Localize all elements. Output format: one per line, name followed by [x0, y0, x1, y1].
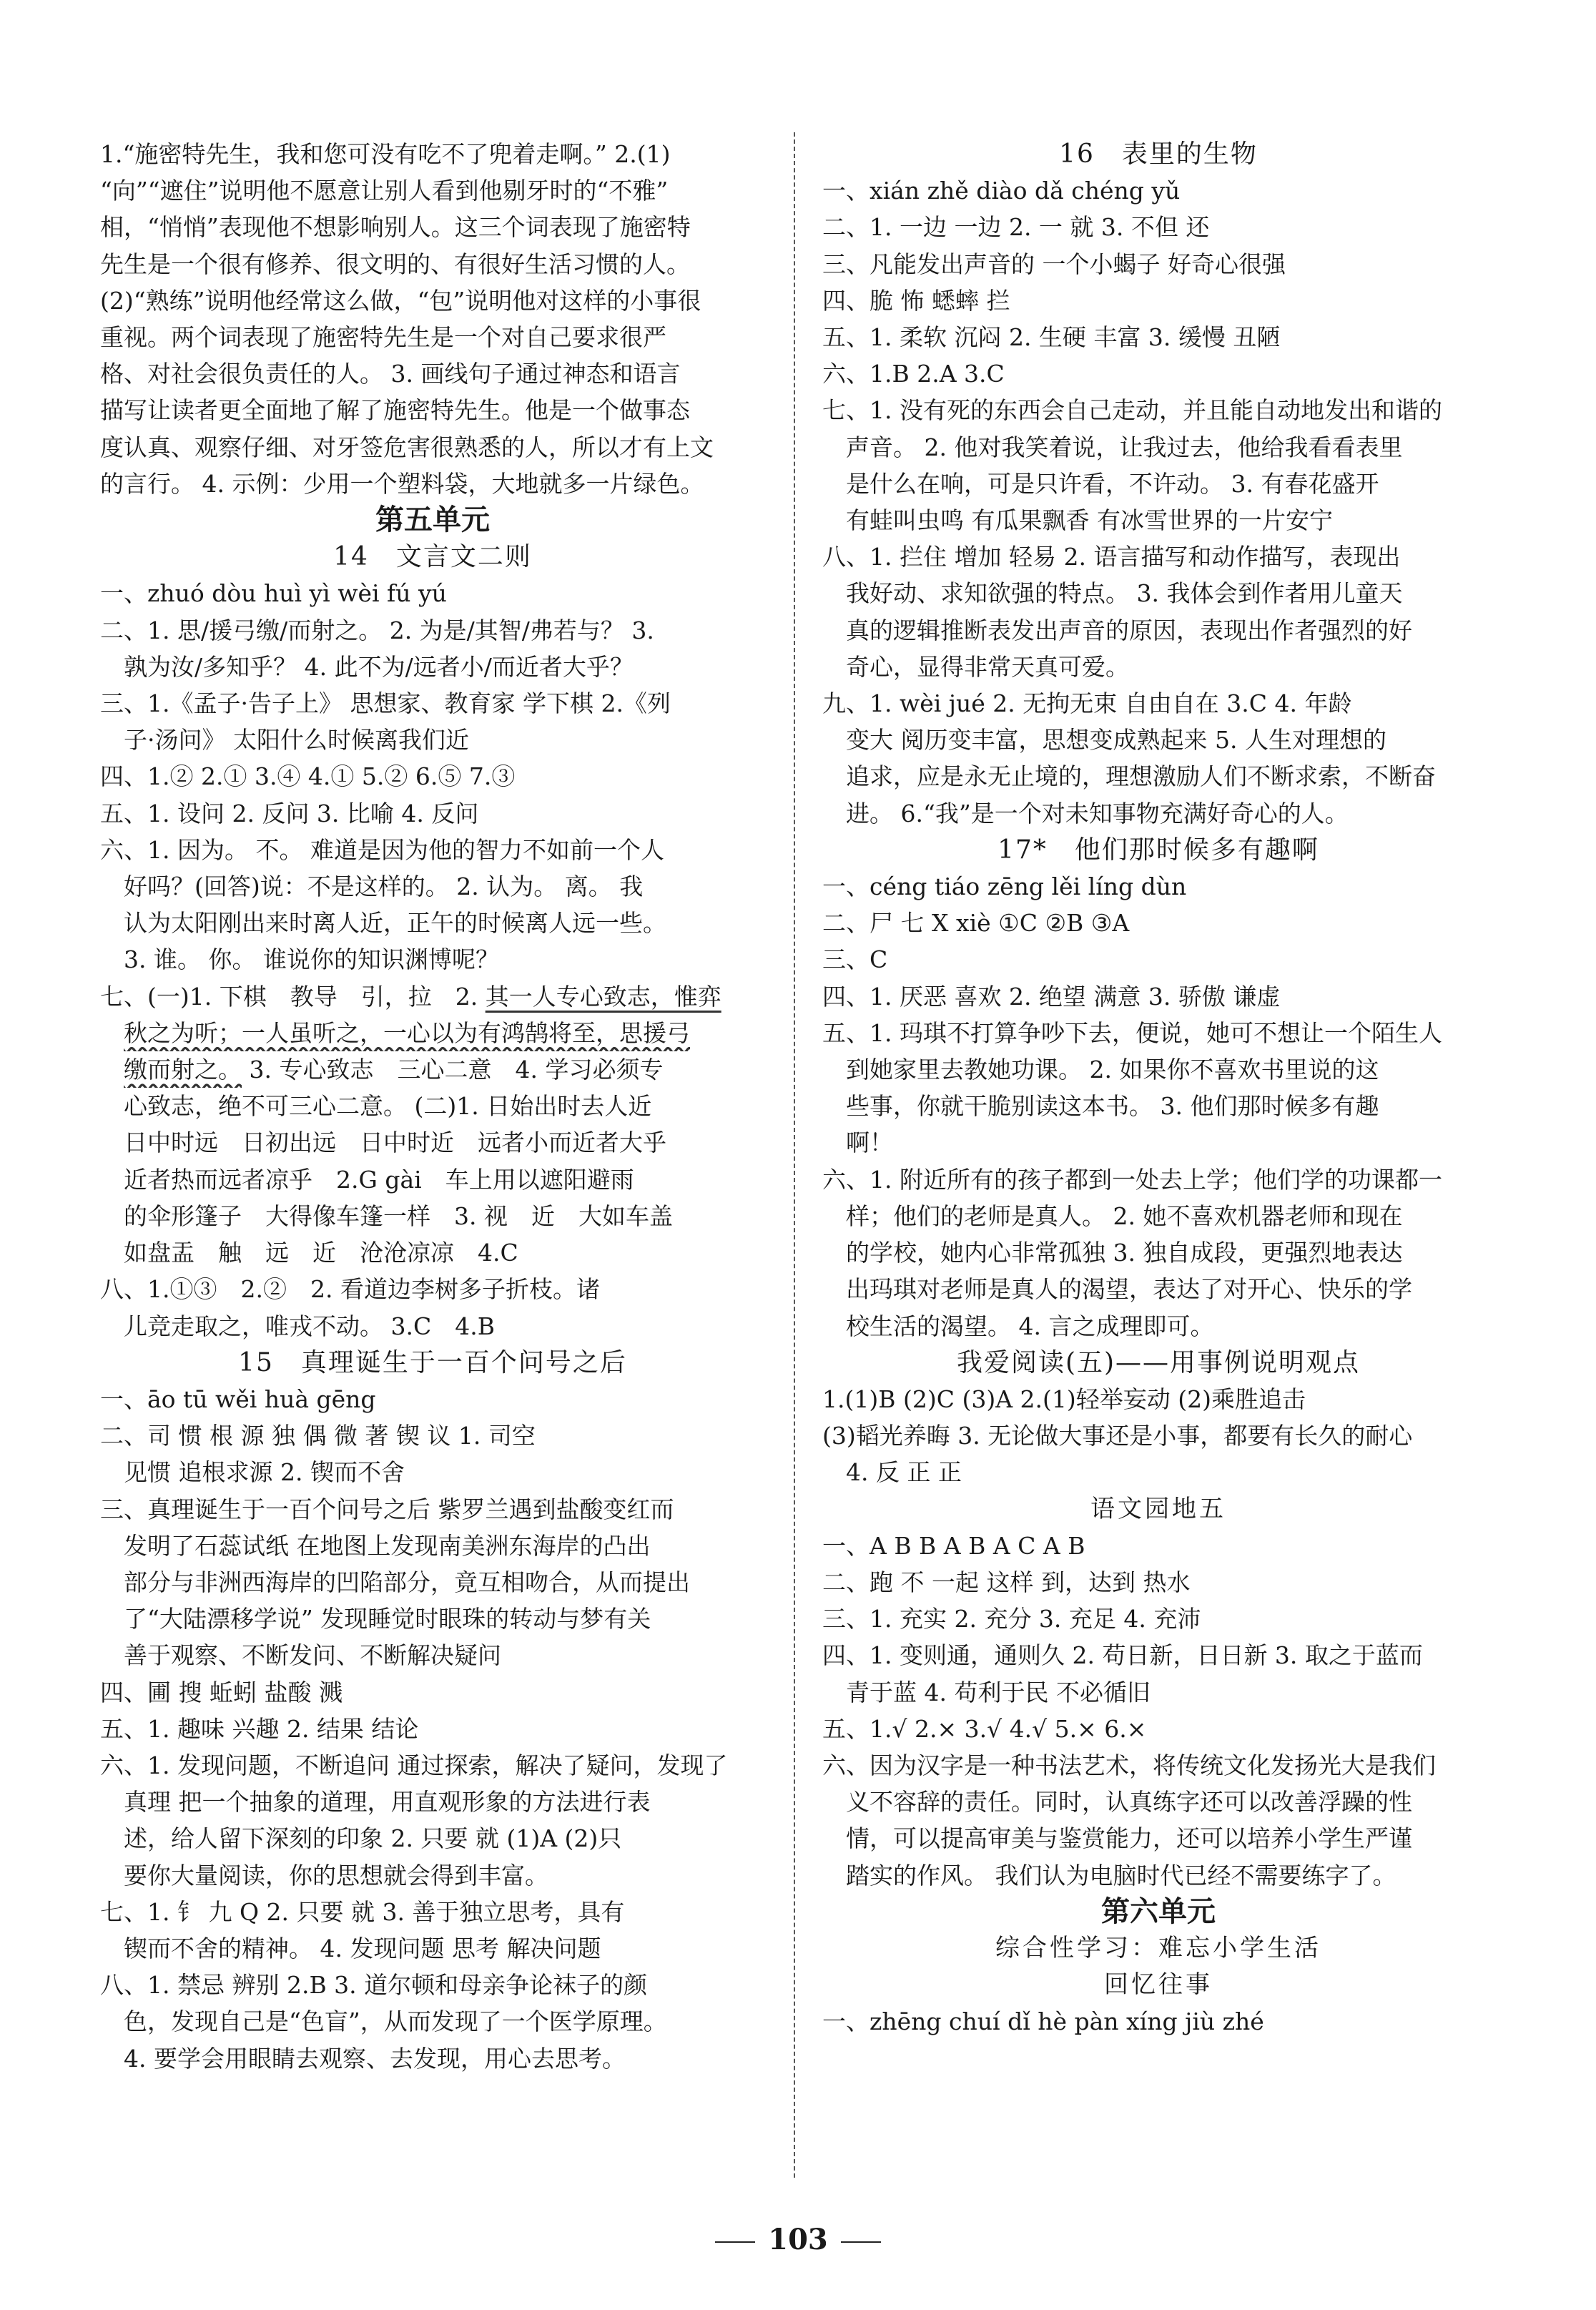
- text-line: 三、1. 充实 2. 充分 3. 充足 4. 充沛: [822, 1605, 1201, 1633]
- text-line: 的学校，她内心非常孤独 3. 独自成段，更强烈地表达: [846, 1239, 1403, 1267]
- text-line: 变大 阅历变丰富，思想变成熟起来 5. 人生对理想的: [846, 726, 1386, 755]
- text-line: 四、1. 厌恶 喜欢 2. 绝望 满意 3. 骄傲 谦虚: [822, 982, 1281, 1011]
- unit-5-heading: 第五单元: [375, 503, 490, 537]
- text-line: 义不容辞的责任。同时，认真练字还可以改善浮躁的性: [846, 1788, 1412, 1817]
- text-segment: 3. 专心致志 三心二意 4. 学习必须专: [242, 1056, 664, 1084]
- text-line: 六、1.B 2.A 3.C: [822, 360, 1005, 388]
- chinese-garden-5-answers: [822, 1528, 1494, 1894]
- text-line: 出玛琪对老师是真人的渴望，表达了对开心、快乐的学: [846, 1275, 1412, 1304]
- text-line: 子·汤问》 太阳什么时候离我们近: [124, 726, 469, 755]
- memory-answers: [822, 2003, 1494, 2040]
- text-line: 一、zhēng chuí dǐ hè pàn xíng jiù zhé: [822, 2007, 1264, 2036]
- lesson-14-answers: [100, 575, 765, 1344]
- text-line: 进。 6.“我”是一个对未知事物充满好奇心的人。: [846, 799, 1349, 827]
- text-line: 一、céng tiáo zēng lěi líng dùn: [822, 873, 1187, 901]
- text-line: 儿竞走取之，唯戎不动。 3.C 4.B: [124, 1312, 495, 1340]
- text-line: 二、1. 一边 一边 2. 一 就 3. 不但 还: [822, 213, 1210, 242]
- page-number-dash-left: [715, 2241, 755, 2243]
- text-line: 3. 谁。 你。 谁说你的知识渊博呢？: [124, 945, 499, 974]
- text-line: 三、真理诞生于一百个问号之后 紫罗兰遇到盐酸变红而: [100, 1495, 674, 1523]
- text-line: 七、1. 钅 九 Q 2. 只要 就 3. 善于独立思考，具有: [100, 1897, 625, 1926]
- text-line: 好吗？(回答)说：不是这样的。 2. 认为。 离。 我: [124, 873, 644, 901]
- text-line: 五、1. 柔软 沉闷 2. 生硬 丰富 3. 缓慢 丑陋: [822, 323, 1281, 352]
- text-line: 度认真、观察仔细、对牙签危害很熟悉的人，所以才有上文: [100, 433, 714, 461]
- lesson-14-title: 14 文言文二则: [333, 542, 532, 572]
- text-line: 青于蓝 4. 苟利于民 不必循旧: [846, 1678, 1151, 1706]
- right-column: [822, 136, 1494, 2181]
- text-line: 奇心，显得非常天真可爱。: [846, 652, 1129, 681]
- text-line: [100, 1015, 765, 1051]
- text-line: 五、1. 设问 2. 反问 3. 比喻 4. 反问: [100, 799, 479, 827]
- lesson-16-title: 16 表里的生物: [1059, 139, 1258, 169]
- reading-5-answers: [822, 1381, 1494, 1491]
- text-line: 有蛙叫虫鸣 有瓜果飘香 有冰雪世界的一片安宁: [846, 506, 1333, 535]
- text-line: 八、1. 拦住 增加 轻易 2. 语言描写和动作描写，表现出: [822, 543, 1401, 571]
- text-line: 发明了石蕊试纸 在地图上发现南美洲东海岸的凸出: [124, 1531, 651, 1560]
- text-line: [100, 978, 765, 1015]
- text-line: 近者热而远者凉乎 2.G gài 车上用以遮阳避雨: [124, 1165, 634, 1194]
- lesson-17-title: 17* 他们那时候多有趣啊: [998, 835, 1319, 865]
- text-line: 真理 把一个抽象的道理，用直观形象的方法进行表: [124, 1788, 651, 1817]
- text-line: 四、圃 搜 蚯蚓 盐酸 溅: [100, 1678, 343, 1706]
- text-line: 相，“悄悄”表现他不想影响别人。这三个词表现了施密特: [100, 213, 691, 242]
- text-line: 心致志，绝不可三心二意。 (二)1. 日始出时去人近: [124, 1092, 652, 1121]
- chinese-garden-5-title: 语文园地五: [1090, 1494, 1226, 1523]
- reading-5-title: 我爱阅读(五)——用事例说明观点: [956, 1347, 1361, 1377]
- memory-section-title: 回忆往事: [1104, 1970, 1213, 2000]
- text-line: 孰为汝/多知乎？ 4. 此不为/远者小/而近者大乎？: [124, 652, 634, 681]
- comprehensive-learning-title: 综合性学习：难忘小学生活: [995, 1933, 1321, 1962]
- text-line: 认为太阳刚出来时离人近，正午的时候离人远一些。: [124, 909, 666, 938]
- left-column: [100, 136, 765, 2181]
- text-line: 四、1. 变则通，通则久 2. 苟日新，日日新 3. 取之于蓝而: [822, 1641, 1423, 1670]
- unit-6-heading: 第六单元: [1101, 1894, 1216, 1928]
- text-line: 见惯 追根求源 2. 锲而不舍: [124, 1458, 405, 1487]
- text-line: 样；他们的老师是真人。 2. 她不喜欢机器老师和现在: [846, 1201, 1403, 1230]
- lesson-17-answers: [822, 868, 1494, 1345]
- text-line: “向”“遮住”说明他不愿意让别人看到他剔牙时的“不雅”: [100, 177, 669, 205]
- text-line: 如盘盂 触 远 近 沧沧凉凉 4.C: [124, 1239, 518, 1267]
- text-line: 4. 反 正 正: [846, 1458, 962, 1487]
- text-line: [100, 1051, 765, 1088]
- text-line: 三、凡能发出声音的 一个小蝎子 好奇心很强: [822, 250, 1286, 278]
- text-line: 先生是一个很有修养、很文明的、有很好生活习惯的人。: [100, 250, 690, 278]
- handwritten-underline: 秋之为听；一人虽听之，一心以为有鸿鹄将至，思援弓: [124, 1018, 690, 1047]
- text-line: 一、xián zhě diào dǎ chéng yǔ: [822, 177, 1181, 205]
- text-line: 五、1. 趣味 兴趣 2. 结果 结论: [100, 1714, 419, 1743]
- text-line: 善于观察、不断发问、不断解决疑问: [124, 1641, 501, 1670]
- text-line: 五、1.√ 2.× 3.√ 4.√ 5.× 6.×: [822, 1714, 1147, 1743]
- text-line: 踏实的作风。 我们认为电脑时代已经不需要练字了。: [846, 1861, 1396, 1889]
- text-line: 七、1. 没有死的东西会自己走动，并且能自动地发出和谐的: [822, 396, 1442, 425]
- text-line: 要你大量阅读，你的思想就会得到丰富。: [124, 1861, 548, 1889]
- text-line: 日中时远 日初出远 日中时近 远者小而近者大乎: [124, 1129, 666, 1157]
- text-line: 的伞形篷子 大得像车篷一样 3. 视 近 大如车盖: [124, 1201, 673, 1230]
- text-line: 色，发现自己是“色盲”，从而发现了一个医学原理。: [124, 2007, 667, 2036]
- text-line: 五、1. 玛琪不打算争吵下去，便说，她可不想让一个陌生人: [822, 1018, 1442, 1047]
- text-line: 三、C: [822, 945, 888, 974]
- text-line: 二、尸 七 X xiè ①C ②B ③A: [822, 909, 1130, 938]
- text-line: 格、对社会很负责任的人。 3. 画线句子通过神态和语言: [100, 360, 681, 388]
- handwritten-underline: 缴而射之。: [124, 1056, 242, 1084]
- text-line: 描写让读者更全面地了解了施密特先生。他是一个做事态: [100, 396, 690, 425]
- text-line: 情，可以提高审美与鉴赏能力，还可以培养小学生严谨: [846, 1824, 1412, 1853]
- text-line: 声音。 2. 他对我笑着说，让我过去，他给我看看表里: [846, 433, 1403, 461]
- text-line: 二、司 惯 根 源 独 偶 微 著 锲 议 1. 司空: [100, 1422, 536, 1450]
- answer-block-13: [100, 136, 765, 502]
- text-line: 4. 要学会用眼睛去观察、去发现，用心去思考。: [124, 2044, 626, 2073]
- text-line: 六、1. 因为。 不。 难道是因为他的智力不如前一个人: [100, 835, 664, 864]
- page-number-value: 103: [768, 2223, 828, 2256]
- text-line: 一、āo tū wěi huà gēng: [100, 1385, 376, 1413]
- text-line: 我好动、求知欲强的特点。 3. 我体会到作者用儿童天: [846, 579, 1403, 608]
- text-line: 到她家里去教她功课。 2. 如果你不喜欢书里说的这: [846, 1056, 1379, 1084]
- column-divider: [794, 132, 795, 2178]
- text-line: 九、1. wèi jué 2. 无拘无束 自由自在 3.C 4. 年龄: [822, 689, 1352, 718]
- text-line: 八、1. 禁忌 辨别 2.B 3. 道尔顿和母亲争论袜子的颜: [100, 1971, 648, 2000]
- text-line: 的言行。 4. 示例：少用一个塑料袋，大地就多一片绿色。: [100, 469, 704, 498]
- text-line: 八、1.①③ 2.② 2. 看道边李树多子折枝。诸: [100, 1275, 600, 1304]
- page-number-dash-right: [841, 2241, 881, 2243]
- text-line: 六、1. 发现问题，不断追问 通过探索，解决了疑问，发现了: [100, 1751, 728, 1779]
- text-line: 一、A B B A B A C A B: [822, 1531, 1085, 1560]
- lesson-16-answers: [822, 172, 1494, 832]
- text-line: 四、1.② 2.① 3.④ 4.① 5.② 6.⑤ 7.③: [100, 762, 516, 791]
- text-line: 追求，应是永无止境的，理想激励人们不断求索，不断奋: [846, 762, 1436, 791]
- text-line: 真的逻辑推断表发出声音的原因，表现出作者强烈的好: [846, 616, 1412, 644]
- text-line: 重视。两个词表现了施密特先生是一个对自己要求很严: [100, 323, 666, 352]
- text-line: 些事，你就干脆别读这本书。 3. 他们那时候多有趣: [846, 1092, 1379, 1121]
- lesson-15-answers: [100, 1381, 765, 2077]
- text-line: 三、1.《孟子·告子上》 思想家、教育家 学下棋 2.《列: [100, 689, 671, 718]
- text-line: 啊！: [846, 1129, 893, 1157]
- text-line: 二、1. 思/援弓缴/而射之。 2. 为是/其智/弗若与？ 3.: [100, 616, 654, 644]
- lesson-15-title: 15 真理诞生于一百个问号之后: [238, 1347, 627, 1377]
- text-line: (2)“熟练”说明他经常这么做，“包”说明他对这样的小事很: [100, 286, 701, 315]
- text-segment: 七、(一)1. 下棋 教导 引，拉 2.: [100, 982, 486, 1011]
- text-line: 校生活的渴望。 4. 言之成理即可。: [846, 1312, 1214, 1340]
- text-line: 六、因为汉字是一种书法艺术，将传统文化发扬光大是我们: [822, 1751, 1436, 1779]
- text-line: 1.(1)B (2)C (3)A 2.(1)轻举妄动 (2)乘胜追击: [822, 1385, 1306, 1413]
- text-line: 二、跑 不 一起 这样 到，达到 热水: [822, 1568, 1191, 1596]
- text-line: 是什么在响，可是只许看，不许动。 3. 有春花盛开: [846, 469, 1379, 498]
- text-line: 了“大陆漂移学说” 发现睡觉时眼珠的转动与梦有关: [124, 1605, 651, 1633]
- text-line: 六、1. 附近所有的孩子都到一处去上学；他们学的功课都一: [822, 1165, 1442, 1194]
- text-line: 1.“施密特先生，我和您可没有吃不了兜着走啊。” 2.(1): [100, 140, 671, 168]
- text-line: 四、脆 怖 蟋蟀 拦: [822, 286, 1010, 315]
- text-line: (3)韬光养晦 3. 无论做大事还是小事，都要有长久的耐心: [822, 1422, 1413, 1450]
- text-line: 一、zhuó dòu huì yì wèi fú yú: [100, 579, 447, 608]
- handwritten-underline: 其一人专心致志，惟弈: [485, 982, 721, 1011]
- text-line: 部分与非洲西海岸的凹陷部分，竟互相吻合，从而提出: [124, 1568, 690, 1596]
- text-line: 述，给人留下深刻的印象 2. 只要 就 (1)A (2)只: [124, 1824, 622, 1853]
- text-line: 锲而不舍的精神。 4. 发现问题 思考 解决问题: [124, 1934, 601, 1962]
- page-number: [0, 2223, 1596, 2256]
